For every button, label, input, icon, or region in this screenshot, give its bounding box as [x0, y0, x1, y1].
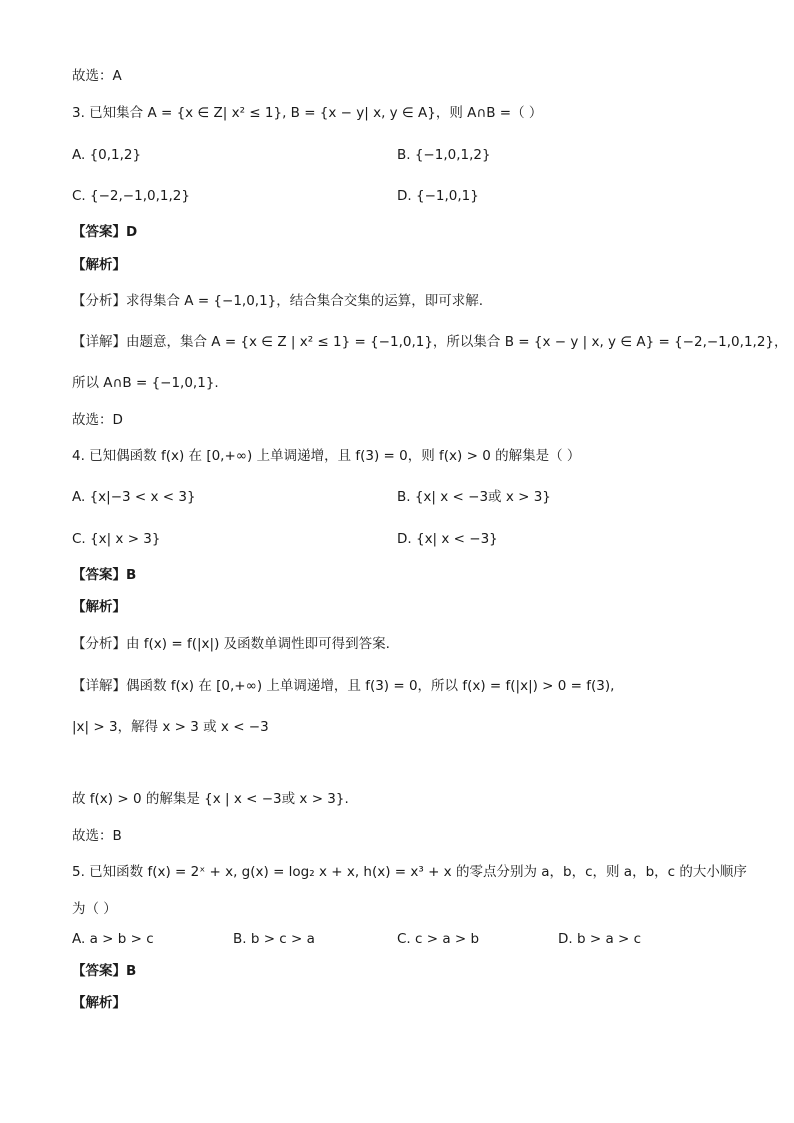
q3-analysis: 【分析】求得集合 A = {−1,0,1}，结合集合交集的运算，即可求解. [72, 293, 484, 309]
q3-analysis-heading: 【解析】 [72, 257, 126, 273]
q4-option-c: C. {x| x > 3} [72, 531, 161, 547]
q5-answer: 【答案】B [72, 963, 137, 979]
q4-result: 故 f(x) > 0 的解集是 {x | x < −3或 x > 3}. [72, 791, 349, 807]
q5-option-a: A. a > b > c [72, 931, 154, 947]
q4-analysis-heading: 【解析】 [72, 599, 126, 615]
q4-detail: 【详解】偶函数 f(x) 在 [0,+∞) 上单调递增，且 f(3) = 0，所以 f(x) = f(|x|) > 0 = f(3), [72, 678, 615, 694]
question-3: 3. 已知集合 A = {x ∈ Z| x² ≤ 1}, B = {x − y| x, y ∈ A}，则 A∩B =（ ） [72, 105, 543, 121]
q5-option-b: B. b > c > a [233, 931, 315, 947]
q3-choice: 故选：D [72, 412, 123, 428]
q4-answer: 【答案】B [72, 567, 137, 583]
question-5: 5. 已知函数 f(x) = 2ˣ + x, g(x) = log₂ x + x, h(x) = x³ + x 的零点分别为 a，b，c，则 a，b，c 的大小顺序 [72, 864, 747, 880]
q5-option-d: D. b > a > c [558, 931, 642, 947]
q4-option-b: B. {x| x < −3或 x > 3} [397, 489, 551, 505]
q4-option-a: A. {x|−3 < x < 3} [72, 489, 196, 505]
q4-abs-condition: |x| > 3，解得 x > 3 或 x < −3 [72, 719, 269, 735]
q3-option-b: B. {−1,0,1,2} [397, 147, 491, 163]
q5-option-c: C. c > a > b [397, 931, 480, 947]
answer-choice-prev: 故选：A [72, 68, 122, 84]
q3-option-a: A. {0,1,2} [72, 147, 142, 163]
question-5-cont: 为（ ） [72, 901, 117, 917]
question-4: 4. 已知偶函数 f(x) 在 [0,+∞) 上单调递增，且 f(3) = 0，则 f(x) > 0 的解集是（ ） [72, 448, 581, 464]
q3-result: 所以 A∩B = {−1,0,1}. [72, 375, 219, 391]
q4-option-d: D. {x| x < −3} [397, 531, 498, 547]
q4-analysis: 【分析】由 f(x) = f(|x|) 及函数单调性即可得到答案. [72, 636, 390, 652]
q3-answer: 【答案】D [72, 224, 138, 240]
q5-analysis-heading: 【解析】 [72, 995, 126, 1011]
q3-option-c: C. {−2,−1,0,1,2} [72, 188, 190, 204]
q3-detail: 【详解】由题意，集合 A = {x ∈ Z | x² ≤ 1} = {−1,0,1}，所以集合 B = {x − y | x, y ∈ A} = {−2,−1,0,1,2}， [72, 334, 788, 350]
q3-option-d: D. {−1,0,1} [397, 188, 479, 204]
q4-choice: 故选：B [72, 828, 122, 844]
